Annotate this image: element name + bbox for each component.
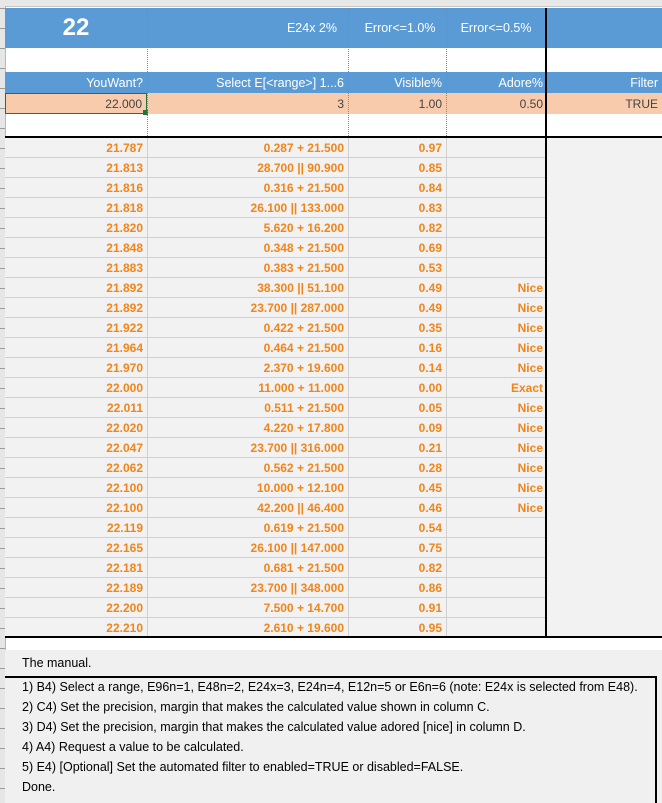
result-flag-cell[interactable]: Nice xyxy=(517,401,543,415)
input-adore[interactable]: 0.50 xyxy=(519,96,543,111)
result-flag-cell[interactable]: Nice xyxy=(517,341,543,355)
error-1-label: Error<=1.0% xyxy=(364,21,436,35)
result-value-cell[interactable]: 21.820 xyxy=(106,221,143,235)
result-visible-cell[interactable]: 0.86 xyxy=(418,581,442,595)
cell-guide xyxy=(348,8,349,138)
result-pair-cell[interactable]: 38.300 || 51.100 xyxy=(257,281,344,295)
result-value-cell[interactable]: 21.970 xyxy=(106,361,143,375)
result-flag-cell[interactable] xyxy=(446,178,547,198)
result-flag-cell[interactable] xyxy=(446,158,547,178)
row-header-tick xyxy=(0,68,5,69)
col-header-filter: Filter xyxy=(630,75,658,90)
big-value-cell[interactable]: 22 xyxy=(62,14,90,41)
result-visible-cell[interactable]: 0.97 xyxy=(418,141,442,155)
result-visible-cell[interactable]: 0.21 xyxy=(418,441,442,455)
result-visible-cell[interactable]: 0.46 xyxy=(418,501,442,515)
result-value-cell[interactable]: 22.000 xyxy=(106,381,143,395)
result-pair-cell[interactable]: 0.383 + 21.500 xyxy=(263,261,344,275)
manual-step: 1) B4) Select a range, E96n=1, E48n=2, E24x=3, E24n=4, E12n=5 or E6n=6 (note: E24x is selected from E48). xyxy=(22,680,638,694)
result-pair-cell[interactable]: 5.620 + 16.200 xyxy=(263,221,344,235)
result-pair-cell[interactable]: 11.000 + 11.000 xyxy=(258,381,344,395)
manual-step: 3) D4) Set the precision, margin that makes the calculated value adored [nice] in column D. xyxy=(22,720,526,734)
result-value-cell[interactable]: 21.883 xyxy=(106,261,143,275)
result-pair-cell[interactable]: 0.511 + 21.500 xyxy=(264,401,344,415)
result-flag-cell[interactable]: Nice xyxy=(517,441,543,455)
result-pair-cell[interactable]: 0.464 + 21.500 xyxy=(263,341,344,355)
result-visible-cell[interactable]: 0.54 xyxy=(418,521,442,535)
result-pair-cell[interactable]: 42.200 || 46.400 xyxy=(257,501,344,515)
result-flag-cell[interactable] xyxy=(446,238,547,258)
result-value-cell[interactable]: 22.062 xyxy=(106,461,143,475)
result-pair-cell[interactable]: 7.500 + 14.700 xyxy=(263,601,344,615)
manual-step: Done. xyxy=(22,780,56,794)
result-flag-cell[interactable]: Nice xyxy=(517,281,543,295)
result-pair-cell[interactable]: 26.100 || 147.000 xyxy=(250,541,344,555)
result-flag-cell[interactable]: Nice xyxy=(517,301,543,315)
result-value-cell[interactable]: 22.119 xyxy=(106,521,143,535)
result-value-cell[interactable]: 22.181 xyxy=(106,561,143,575)
result-pair-cell[interactable]: 23.700 || 316.000 xyxy=(250,441,344,455)
result-flag-cell[interactable] xyxy=(446,538,547,558)
manual-step: 5) E4) [Optional] Set the automated filter to enabled=TRUE or disabled=FALSE. xyxy=(22,760,464,774)
result-value-cell[interactable]: 22.165 xyxy=(106,541,143,555)
result-visible-cell[interactable]: 0.91 xyxy=(418,601,442,615)
result-flag-cell[interactable] xyxy=(446,258,547,278)
result-pair-cell[interactable]: 26.100 || 133.000 xyxy=(250,201,344,215)
result-pair-cell[interactable]: 0.348 + 21.500 xyxy=(263,241,344,255)
result-flag-cell[interactable]: Nice xyxy=(517,421,543,435)
row-header-tick xyxy=(0,648,5,649)
grid-col-line xyxy=(446,138,447,638)
result-flag-cell[interactable]: Nice xyxy=(517,481,543,495)
column-header-strip xyxy=(0,0,662,7)
result-pair-cell[interactable]: 2.610 + 19.600 xyxy=(263,621,344,635)
results-grid xyxy=(5,138,547,638)
col-header-visible: Visible% xyxy=(394,75,442,90)
result-pair-cell[interactable]: 23.700 || 348.000 xyxy=(250,581,344,595)
col-header-youwant: YouWant? xyxy=(86,75,143,90)
result-visible-cell[interactable]: 0.84 xyxy=(418,181,442,195)
result-value-cell[interactable]: 22.047 xyxy=(106,441,143,455)
manual-panel xyxy=(5,650,662,803)
result-pair-cell[interactable]: 23.700 || 287.000 xyxy=(250,301,344,315)
grid-col-line xyxy=(348,138,349,638)
result-visible-cell[interactable]: 0.69 xyxy=(418,241,442,255)
grid-bottom-border xyxy=(5,636,662,638)
col-header-adore: Adore% xyxy=(498,75,543,90)
result-value-cell[interactable]: 21.787 xyxy=(106,141,143,155)
result-flag-cell[interactable] xyxy=(446,598,547,618)
result-value-cell[interactable]: 21.848 xyxy=(106,241,143,255)
result-value-cell[interactable]: 21.964 xyxy=(106,341,143,355)
result-value-cell[interactable]: 22.100 xyxy=(106,501,143,515)
result-value-cell[interactable]: 21.922 xyxy=(106,321,143,335)
result-flag-cell[interactable] xyxy=(446,218,547,238)
result-visible-cell[interactable]: 0.28 xyxy=(418,461,442,475)
result-value-cell[interactable]: 22.011 xyxy=(106,401,143,415)
result-flag-cell[interactable] xyxy=(446,558,547,578)
result-value-cell[interactable]: 22.210 xyxy=(106,621,143,635)
filter-column-border xyxy=(545,8,547,638)
result-visible-cell[interactable]: 0.53 xyxy=(418,261,442,275)
manual-step: 4) A4) Request a value to be calculated. xyxy=(22,740,244,754)
result-pair-cell[interactable]: 0.562 + 21.500 xyxy=(263,461,344,475)
result-visible-cell[interactable]: 0.49 xyxy=(418,301,442,315)
result-pair-cell[interactable]: 28.700 || 90.900 xyxy=(257,161,344,175)
result-pair-cell[interactable]: 0.619 + 21.500 xyxy=(263,521,344,535)
result-visible-cell[interactable]: 0.82 xyxy=(418,221,442,235)
result-value-cell[interactable]: 21.813 xyxy=(106,161,143,175)
result-pair-cell[interactable]: 10.000 + 12.100 xyxy=(256,481,344,495)
result-value-cell[interactable]: 22.200 xyxy=(106,601,143,615)
result-flag-cell[interactable]: Nice xyxy=(517,361,543,375)
result-visible-cell[interactable]: 0.09 xyxy=(418,421,442,435)
manual-divider xyxy=(5,676,657,678)
result-flag-cell[interactable]: Nice xyxy=(517,501,543,515)
result-value-cell[interactable]: 21.892 xyxy=(106,301,143,315)
result-pair-cell[interactable]: 0.316 + 21.500 xyxy=(263,181,344,195)
filter-column-area xyxy=(547,138,662,638)
result-flag-cell[interactable] xyxy=(446,518,547,538)
result-pair-cell[interactable]: 0.422 + 21.500 xyxy=(263,321,344,335)
result-pair-cell[interactable]: 0.287 + 21.500 xyxy=(263,141,344,155)
manual-right-border xyxy=(655,676,657,803)
result-visible-cell[interactable]: 0.85 xyxy=(418,161,442,175)
grid-col-line xyxy=(147,138,148,638)
row-header-tick xyxy=(0,128,5,129)
result-flag-cell[interactable] xyxy=(446,618,547,638)
result-visible-cell[interactable]: 0.05 xyxy=(418,401,442,415)
result-visible-cell[interactable]: 0.82 xyxy=(418,561,442,575)
e24x-label: E24x 2% xyxy=(286,21,337,35)
result-flag-cell[interactable] xyxy=(446,138,547,158)
result-visible-cell[interactable]: 0.45 xyxy=(418,481,442,495)
input-select-range[interactable]: 3 xyxy=(337,96,344,111)
result-flag-cell[interactable] xyxy=(446,198,547,218)
result-value-cell[interactable]: 22.100 xyxy=(106,481,143,495)
result-visible-cell[interactable]: 0.83 xyxy=(418,201,442,215)
result-visible-cell[interactable]: 0.14 xyxy=(418,361,442,375)
result-flag-cell[interactable] xyxy=(446,578,547,598)
result-value-cell[interactable]: 21.892 xyxy=(106,281,143,295)
result-pair-cell[interactable]: 4.220 + 17.800 xyxy=(263,421,344,435)
result-visible-cell[interactable]: 0.49 xyxy=(418,281,442,295)
input-filter[interactable]: TRUE xyxy=(625,96,658,111)
result-visible-cell[interactable]: 0.35 xyxy=(418,321,442,335)
grid-top-border xyxy=(5,136,662,138)
result-value-cell[interactable]: 21.818 xyxy=(106,201,143,215)
result-flag-cell[interactable]: Exact xyxy=(510,381,543,395)
result-visible-cell[interactable]: 0.75 xyxy=(418,541,442,555)
result-flag-cell[interactable]: Nice xyxy=(517,461,543,475)
result-value-cell[interactable]: 22.020 xyxy=(106,421,143,435)
cell-guide xyxy=(147,8,148,138)
result-value-cell[interactable]: 22.189 xyxy=(106,581,143,595)
input-youwant[interactable]: 22.000 xyxy=(5,93,147,114)
input-visible[interactable]: 1.00 xyxy=(418,96,442,111)
error-05-label: Error<=0.5% xyxy=(460,21,532,35)
result-flag-cell[interactable]: Nice xyxy=(517,321,543,335)
result-pair-cell[interactable]: 0.681 + 21.500 xyxy=(263,561,344,575)
row-header-tick xyxy=(0,48,5,49)
manual-step: 2) C4) Set the precision, margin that makes the calculated value shown in column C. xyxy=(22,700,490,714)
result-visible-cell[interactable]: 0.16 xyxy=(418,341,442,355)
col-header-select-range: Select E[<range>] 1...6 xyxy=(216,75,344,90)
cell-guide xyxy=(446,8,447,138)
manual-title: The manual. xyxy=(22,656,92,670)
result-visible-cell[interactable]: 0.95 xyxy=(418,621,442,635)
result-value-cell[interactable]: 21.816 xyxy=(106,181,143,195)
result-visible-cell[interactable]: 0.00 xyxy=(418,381,442,395)
result-pair-cell[interactable]: 2.370 + 19.600 xyxy=(263,361,344,375)
